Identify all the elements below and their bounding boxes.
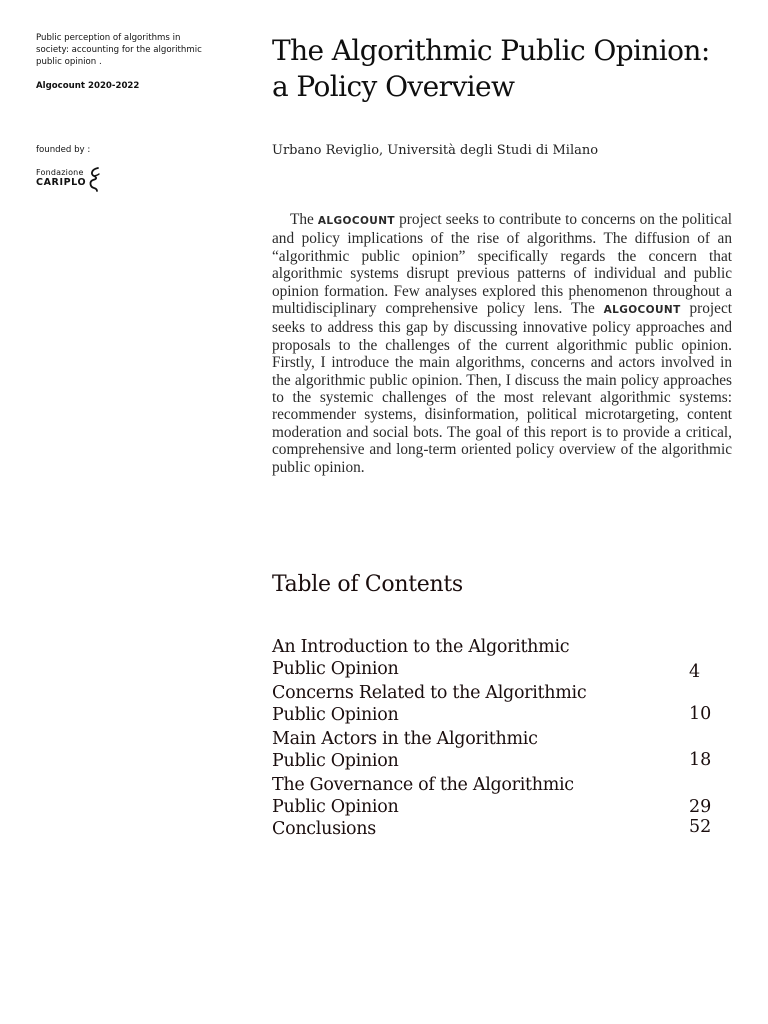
- toc-entry-page: 52: [689, 817, 712, 837]
- toc-entry-title-line: Public Opinion: [272, 751, 399, 771]
- abstract-text-1: The: [290, 211, 318, 228]
- author-line: Urbano Reviglio, Università degli Studi di Milano: [272, 143, 599, 158]
- toc-entry[interactable]: [272, 728, 732, 774]
- cariplo-logo-icon: [88, 166, 102, 192]
- toc-entry-page: 10: [689, 704, 712, 724]
- logo-line-cariplo: CARIPLO: [36, 177, 87, 188]
- toc-entry-title-line: An Introduction to the Algorithmic: [272, 637, 570, 657]
- toc-entry-page: 18: [689, 750, 712, 770]
- project-description: Public perception of algorithms in society: accounting for the algorithmic public opinion .: [36, 33, 202, 67]
- toc-entry-title-line: Public Opinion: [272, 705, 399, 725]
- abstract-text-2: project seeks to contribute to concerns on the political and policy implications of the rise of algorithms. The diffusion of an “algorithmic public opinion” specifically regards the concern that algorithmic systems disrupt previous patterns of individual and public opinion formation. Few analyses explored this phenomenon throughout a multidisciplinary comprehensive policy lens. The: [272, 211, 732, 318]
- toc-entry-title: [272, 728, 602, 772]
- logo-line-fondazione: Fondazione: [36, 168, 84, 177]
- toc-entry-page: 4: [689, 662, 701, 682]
- toc-entry-title-line: Public Opinion: [272, 797, 399, 817]
- abstract-paragraph: [272, 211, 732, 476]
- title-line-2: a Policy Overview: [272, 70, 515, 103]
- toc-entry[interactable]: [272, 682, 732, 728]
- toc-entry-title: [272, 682, 602, 726]
- toc-heading: Table of Contents: [272, 572, 463, 597]
- fondazione-cariplo-logo: [36, 166, 116, 196]
- toc-entry-title-line: The Governance of the Algorithmic: [272, 775, 574, 795]
- toc-entry[interactable]: [272, 774, 732, 817]
- title-line-1: The Algorithmic Public Opinion:: [272, 34, 710, 67]
- toc-entry-title-line: Concerns Related to the Algorithmic: [272, 683, 587, 703]
- toc-entry[interactable]: [272, 818, 732, 842]
- algocount-brand: ALGOCOUNT: [317, 215, 395, 227]
- toc-entry-title-line: Public Opinion: [272, 659, 399, 679]
- abstract-text-3: project seeks to address this gap by discussing innovative policy approaches and proposals to the challenges of the current algorithmic public opinion. Firstly, I introduce the main algorithms, concerns and actors involved in the algorithmic public opinion. Then, I discuss the main policy approaches to the systemic challenges of the most relevant algorithmic systems: recommender systems, disinformation, political microtargeting, content moderation and social bots. The goal of this report is to provide a critical, comprehensive and long-term oriented policy overview of the algorithmic public opinion.: [272, 300, 732, 476]
- toc-entry-title-line: Conclusions: [272, 819, 376, 839]
- toc-entry-title: [272, 636, 602, 680]
- toc-entry-title: [272, 818, 602, 840]
- project-years: Algocount 2020-2022: [36, 81, 140, 91]
- sidebar: [36, 32, 216, 188]
- document-title: [272, 33, 742, 105]
- table-of-contents: [272, 636, 732, 842]
- toc-entry-title: [272, 774, 602, 818]
- founded-by-label: founded by :: [36, 145, 91, 155]
- toc-entry-page: 29: [689, 797, 712, 817]
- toc-entry[interactable]: [272, 636, 732, 682]
- algocount-brand: ALGOCOUNT: [603, 304, 681, 317]
- toc-entry-title-line: Main Actors in the Algorithmic: [272, 729, 538, 749]
